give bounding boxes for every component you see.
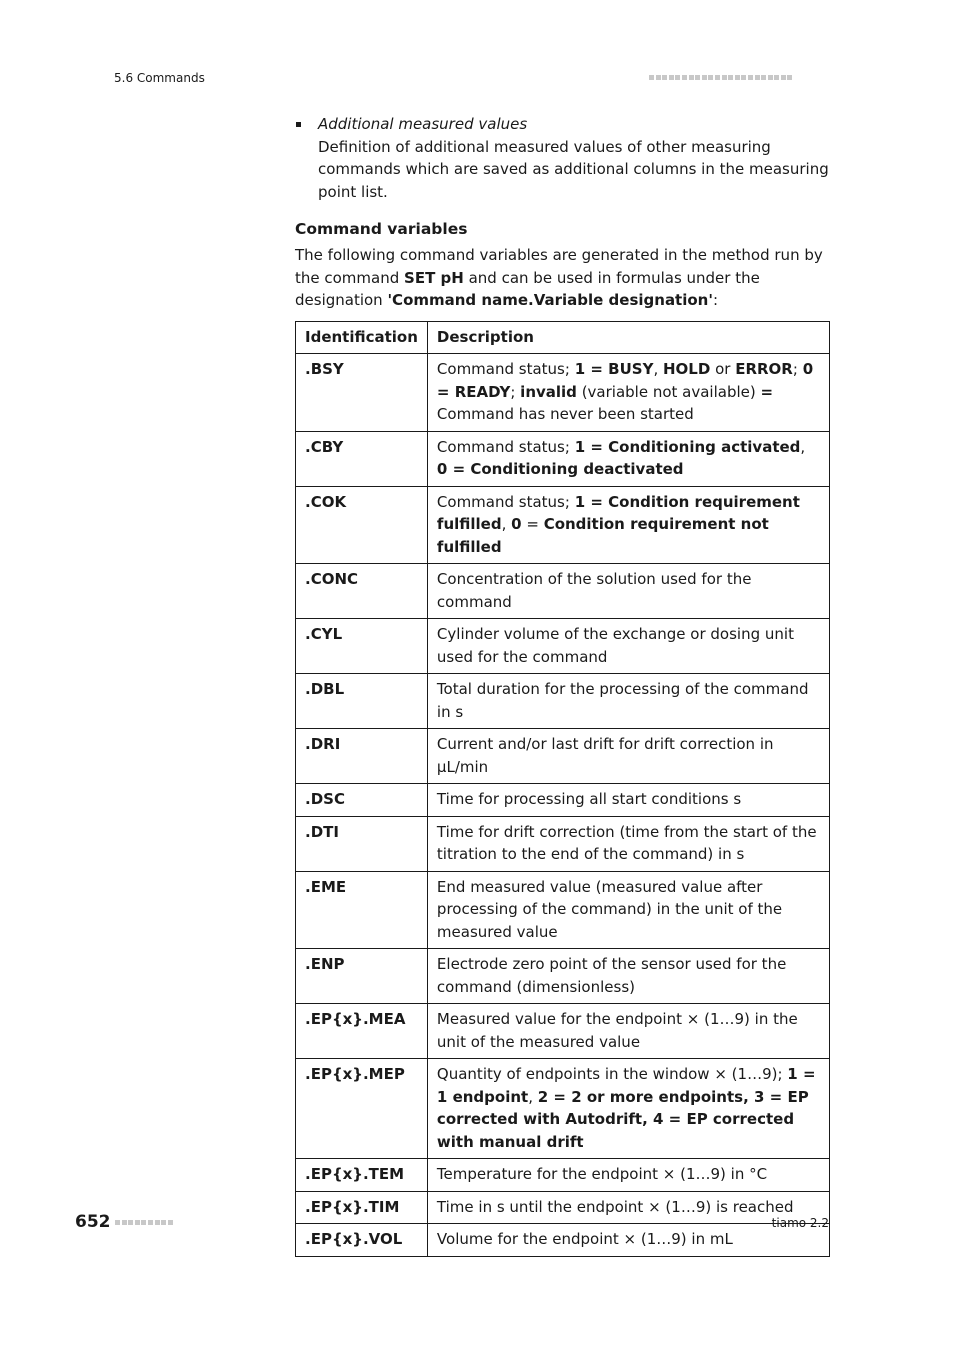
- description-segment: Volume for the endpoint × (1…9) in mL: [436, 1230, 733, 1248]
- table-row: [296, 1059, 830, 1159]
- description-segment: ,: [800, 437, 806, 456]
- intro-text-1: The following command variables are generated in the method run by the command: [295, 246, 823, 287]
- description-bold-segment: Condition requirement not fulfilled: [436, 515, 769, 556]
- variable-identification: .DBL: [296, 674, 428, 729]
- variable-description: [427, 1059, 829, 1159]
- variable-identification: .CONC: [296, 564, 428, 619]
- intro-text-3: :: [712, 291, 719, 309]
- variable-identification: .ENP: [296, 949, 428, 1004]
- table-row: [296, 1191, 830, 1224]
- decorative-dot: [781, 75, 786, 80]
- description-segment: Temperature for the endpoint × (1…9) in °C: [436, 1165, 768, 1183]
- decorative-dot: [708, 75, 713, 80]
- decorative-dot: [649, 75, 654, 80]
- description-segment: =: [521, 515, 544, 533]
- command-variables-table: [295, 321, 830, 1257]
- variable-description: [427, 729, 829, 784]
- variable-description: [427, 1004, 829, 1059]
- running-header-section: 5.6 Commands: [114, 71, 205, 85]
- decorative-dot: [168, 1220, 173, 1225]
- table-row: [296, 1004, 830, 1059]
- table-row: [296, 674, 830, 729]
- table-row: [296, 949, 830, 1004]
- decorative-dot: [141, 1220, 146, 1225]
- table-row: [296, 784, 830, 817]
- variable-identification: .EME: [296, 871, 428, 949]
- description-segment: Quantity of endpoints in the window × (1…9);: [436, 1065, 788, 1083]
- header-description: Description: [427, 321, 829, 354]
- decorative-dot: [155, 1220, 160, 1225]
- table-row: [296, 1224, 830, 1257]
- variable-identification: .EP{x}.VOL: [296, 1224, 428, 1257]
- description-segment: (variable not available): [576, 382, 761, 401]
- decorative-dot: [148, 1220, 153, 1225]
- variable-description: [427, 354, 829, 432]
- bullet-item: [295, 113, 830, 203]
- page-number: 652: [75, 1212, 111, 1232]
- table-row: [296, 486, 830, 564]
- variable-description: [427, 564, 829, 619]
- decorative-dot: [741, 75, 746, 80]
- variable-description: [427, 486, 829, 564]
- decorative-dot: [689, 75, 694, 80]
- variable-identification: .CBY: [296, 431, 428, 486]
- variable-description: [427, 619, 829, 674]
- decorative-dot: [735, 75, 740, 80]
- decorative-dot: [702, 75, 707, 80]
- table-row: [296, 619, 830, 674]
- description-segment: Time in s until the endpoint × (1…9) is reached: [436, 1197, 794, 1216]
- bullet-title: Additional measured values: [318, 115, 528, 133]
- description-bold-segment: 1 = Condition requirement fulfilled: [436, 492, 800, 533]
- description-segment: Command status;: [436, 492, 575, 511]
- decorative-dot: [669, 75, 674, 80]
- table-row: [296, 816, 830, 871]
- decorative-dot: [115, 1220, 120, 1225]
- variable-description: [427, 949, 829, 1004]
- description-bold-segment: =: [760, 382, 774, 401]
- description-segment: ,: [653, 360, 663, 378]
- table-row: [296, 1159, 830, 1192]
- decorative-dot: [722, 75, 727, 80]
- decorative-dot: [774, 75, 779, 80]
- table-header-row: [296, 321, 830, 354]
- variable-description: [427, 674, 829, 729]
- section-heading: Command variables: [295, 220, 468, 238]
- decorative-dot: [715, 75, 720, 80]
- decorative-dot: [122, 1220, 127, 1225]
- table-row: [296, 431, 830, 486]
- variable-description: [427, 816, 829, 871]
- description-segment: Time for processing all start conditions s: [436, 790, 742, 808]
- variable-description: [427, 431, 829, 486]
- description-segment: ,: [501, 515, 512, 533]
- description-segment: End measured value (measured value after processing of the command) in the unit of the measured value: [436, 877, 783, 941]
- description-bold-segment: 1 = BUSY: [574, 360, 654, 378]
- intro-text-2: and can be used in formulas under the designation: [295, 268, 760, 309]
- description-segment: Current and/or last drift for drift correction in µL/min: [436, 735, 774, 776]
- variable-description: [427, 1191, 829, 1224]
- decorative-dot: [135, 1220, 140, 1225]
- section-intro: [295, 244, 830, 312]
- bullet-description: Definition of additional measured values of other measuring commands which are saved as additional columns in the measuring point list.: [318, 137, 829, 201]
- description-bold-segment: 1 = 1 endpoint: [436, 1065, 816, 1106]
- variable-description: [427, 1224, 829, 1257]
- intro-command-name: SET pH: [404, 268, 464, 287]
- page-content: [295, 113, 830, 1257]
- footer-decorative-dots: [115, 1220, 173, 1225]
- bullet-square-icon: [296, 122, 301, 127]
- description-bold-segment: 0: [511, 515, 522, 533]
- description-segment: Command status;: [436, 437, 575, 456]
- decorative-dot: [755, 75, 760, 80]
- decorative-dot: [695, 75, 700, 80]
- variable-identification: .DSC: [296, 784, 428, 817]
- decorative-dot: [656, 75, 661, 80]
- description-segment: Concentration of the solution used for the command: [436, 570, 752, 611]
- decorative-dot: [161, 1220, 166, 1225]
- description-segment: Total duration for the processing of the command in s: [436, 680, 809, 721]
- description-bold-segment: 1 = Conditioning activated: [574, 437, 801, 456]
- description-segment: Electrode zero point of the sensor used for the command (dimensionless): [436, 955, 787, 996]
- variable-identification: .DTI: [296, 816, 428, 871]
- decorative-dot: [675, 75, 680, 80]
- variable-identification: .COK: [296, 486, 428, 564]
- description-segment: Command has never been started: [436, 405, 694, 423]
- header-identification: Identification: [296, 321, 428, 354]
- variable-identification: .EP{x}.MEA: [296, 1004, 428, 1059]
- description-segment: ;: [792, 360, 803, 378]
- description-bold-segment: ERROR: [735, 360, 793, 378]
- variable-description: [427, 1159, 829, 1192]
- description-segment: or: [710, 360, 736, 378]
- decorative-dot: [768, 75, 773, 80]
- description-bold-segment: 2 = 2 or more endpoints, 3 = EP corrected with Autodrift, 4 = EP corrected with manual drift: [436, 1087, 809, 1151]
- decorative-dot: [787, 75, 792, 80]
- variable-description: [427, 871, 829, 949]
- variable-identification: .BSY: [296, 354, 428, 432]
- description-segment: Time for drift correction (time from the start of the titration to the end of the command) in s: [436, 822, 817, 863]
- table-body: [296, 354, 830, 1257]
- variable-identification: .DRI: [296, 729, 428, 784]
- description-segment: ;: [510, 382, 521, 401]
- description-segment: Command status;: [436, 360, 575, 378]
- header-decorative-dots: [649, 75, 792, 80]
- table-row: [296, 564, 830, 619]
- table-row: [296, 729, 830, 784]
- decorative-dot: [748, 75, 753, 80]
- decorative-dot: [128, 1220, 133, 1225]
- decorative-dot: [728, 75, 733, 80]
- variable-identification: .CYL: [296, 619, 428, 674]
- decorative-dot: [761, 75, 766, 80]
- variable-identification: .EP{x}.TEM: [296, 1159, 428, 1192]
- variable-identification: .EP{x}.TIM: [296, 1191, 428, 1224]
- footer-product-name: tiamo 2.2: [771, 1216, 829, 1230]
- decorative-dot: [662, 75, 667, 80]
- description-segment: ,: [528, 1087, 538, 1106]
- table-row: [296, 354, 830, 432]
- table-row: [296, 871, 830, 949]
- description-bold-segment: 0 = READY: [436, 360, 814, 401]
- variable-identification: .EP{x}.MEP: [296, 1059, 428, 1159]
- description-segment: Measured value for the endpoint × (1…9) in the unit of the measured value: [436, 1010, 798, 1051]
- decorative-dot: [682, 75, 687, 80]
- description-bold-segment: invalid: [520, 382, 577, 401]
- description-bold-segment: 0 = Conditioning deactivated: [436, 460, 684, 478]
- intro-designation: 'Command name.Variable designation': [387, 291, 713, 309]
- description-bold-segment: HOLD: [662, 360, 711, 378]
- description-segment: Cylinder volume of the exchange or dosing unit used for the command: [436, 625, 794, 666]
- variable-description: [427, 784, 829, 817]
